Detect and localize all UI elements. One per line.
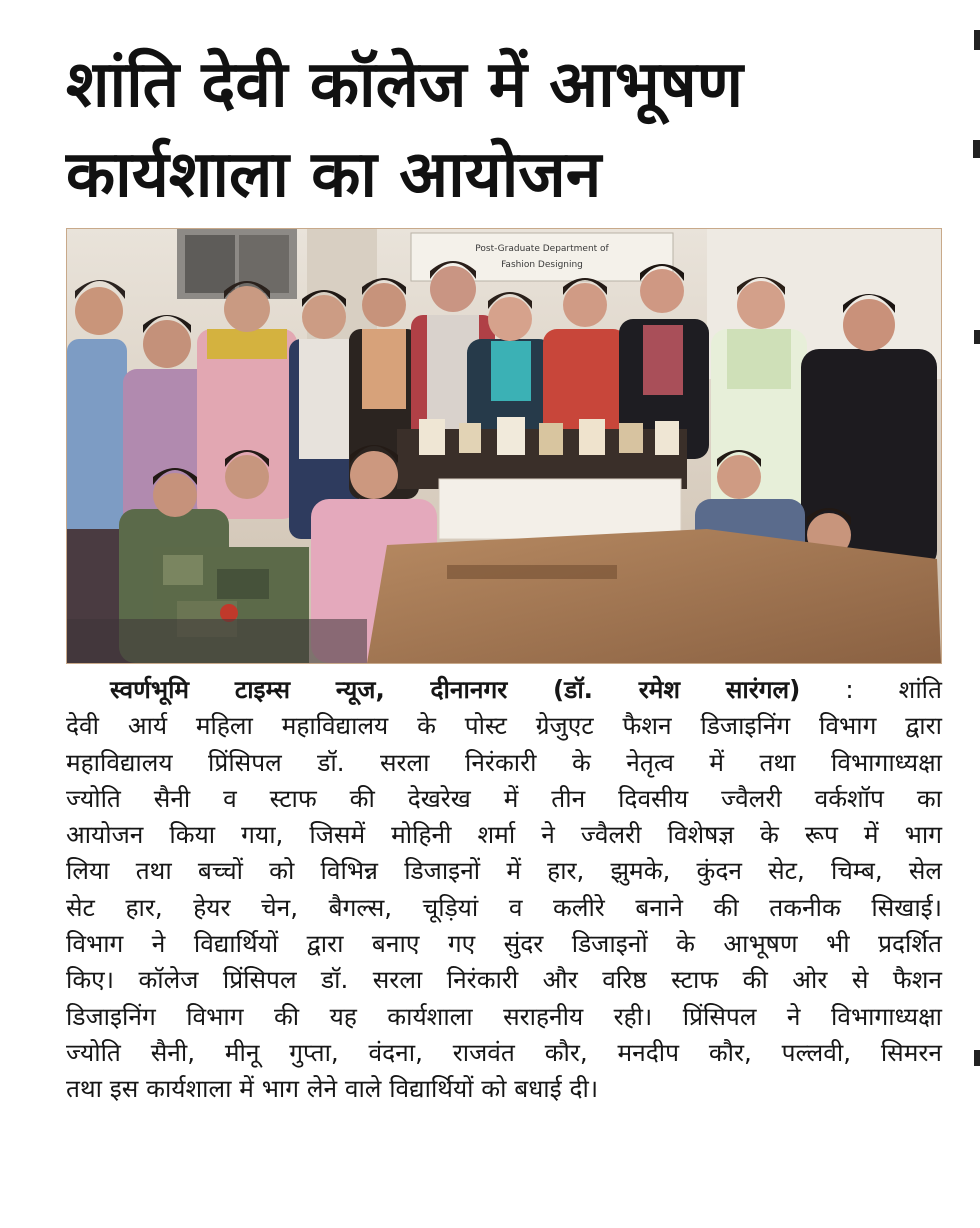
article-line-1 [66, 672, 942, 708]
article-line-last: तथा इस कार्यशाला में भाग लेने वाले विद्यार्थियों को बधाई दी। [66, 1074, 599, 1104]
article-line: आयोजन किया गया, जिसमें मोहिनी शर्मा ने ज्वैलरी विशेषज्ञ के रूप में भाग [66, 820, 942, 850]
byline: स्वर्णभूमि टाइम्स न्यूज, दीनानगर (डॉ. रमेश सारंगल) [110, 675, 801, 704]
headline-line-2: कार्यशाला का आयोजन [66, 138, 602, 212]
article-line: ज्योति सैनी, मीनू गुप्ता, वंदना, राजवंत कौर, मनदीप कौर, पल्लवी, सिमरन [66, 1037, 942, 1067]
article-line-1-text: शांति [898, 675, 942, 704]
article-line: विभाग ने विद्यार्थियों द्वारा बनाए गए सुंदर डिजाइनों के आभूषण भी प्रदर्शित [66, 929, 942, 959]
adjacent-column-edge [968, 0, 980, 1228]
banner-text-1: Post-Graduate Department of [475, 244, 609, 254]
headline-line-1: शांति देवी कॉलेज में आभूषण [66, 48, 743, 122]
group-photo-illustration [67, 229, 941, 663]
article-body [66, 672, 942, 1108]
article-line: लिया तथा बच्चों को विभिन्न डिजाइनों में हार, झुमके, कुंदन सेट, चिम्ब, सेल [66, 856, 942, 886]
byline-separator: : [800, 675, 899, 704]
article-line: ज्योति सैनी व स्टाफ की देखरेख में तीन दिवसीय ज्वैलरी वर्कशॉप का [66, 783, 942, 813]
article-line: महाविद्यालय प्रिंसिपल डॉ. सरला निरंकारी के नेतृत्व में तथा विभागाध्यक्षा [66, 747, 942, 777]
headline [66, 40, 946, 220]
article-line: सेट हार, हेयर चेन, बैगल्स, चूड़ियां व कलीरे बनाने की तकनीक सिखाई। [66, 892, 942, 922]
article-line: देवी आर्य महिला महाविद्यालय के पोस्ट ग्रेजुएट फैशन डिजाइनिंग विभाग द्वारा [66, 711, 942, 741]
group-photo [66, 228, 942, 664]
banner-text-2: Fashion Designing [501, 260, 583, 270]
article-line: किए। कॉलेज प्रिंसिपल डॉ. सरला निरंकारी और वरिष्ठ स्टाफ की ओर से फैशन [66, 965, 942, 995]
article-line: डिजाइनिंग विभाग की यह कार्यशाला सराहनीय रही। प्रिंसिपल ने विभागाध्यक्षा [66, 1001, 942, 1031]
